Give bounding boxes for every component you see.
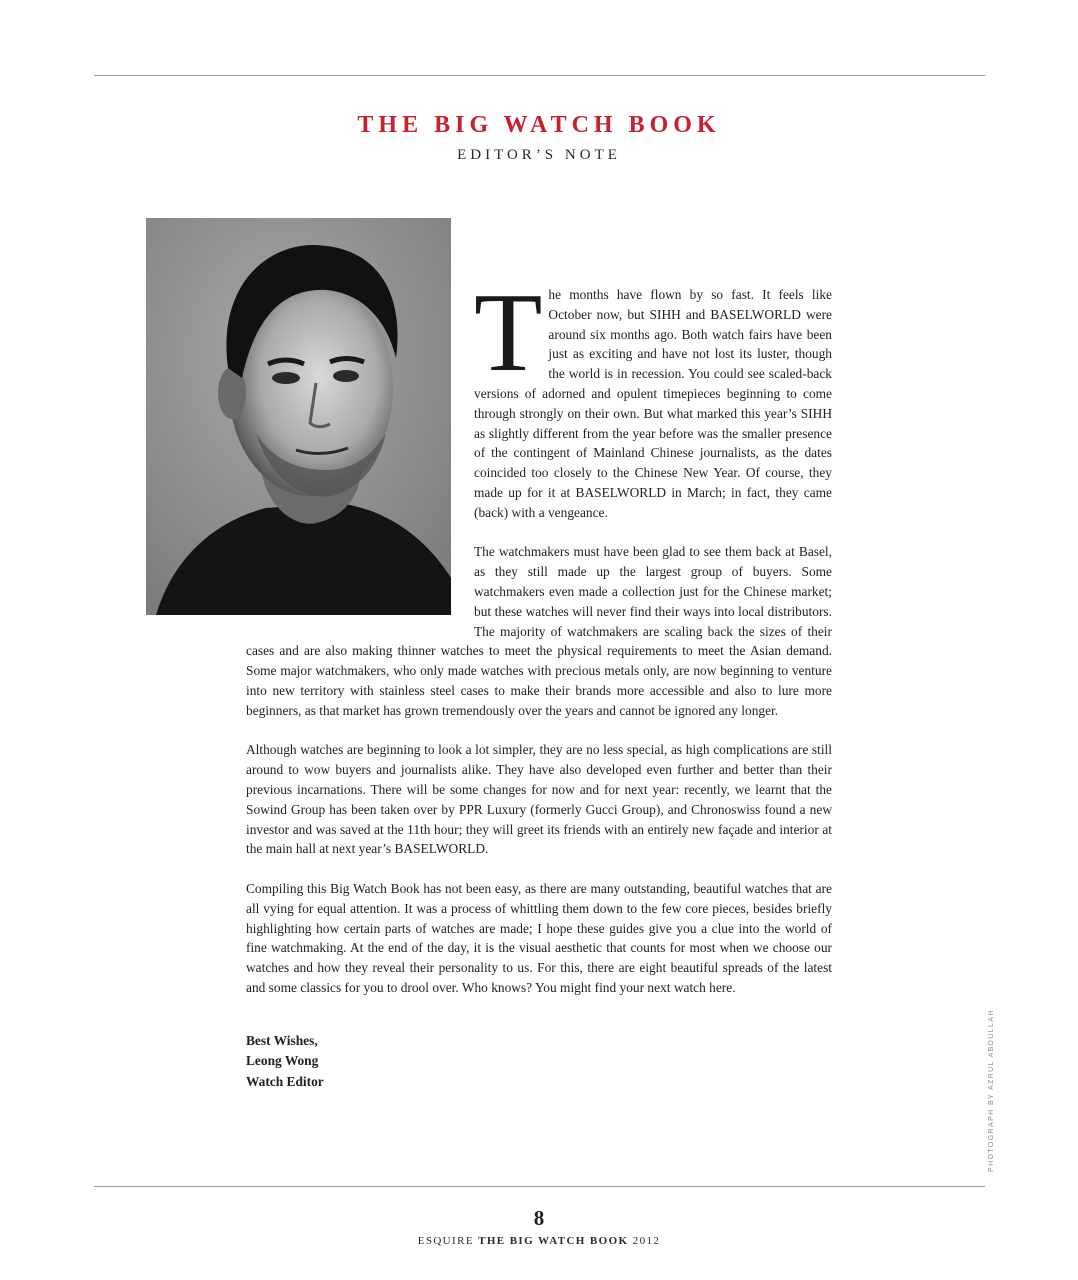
footer-magazine: ESQUIRE [417,1235,474,1247]
signoff-closing: Best Wishes, [246,1032,318,1048]
paragraph-2: The watchmakers must have been glad to see them back at Basel, as they still made up the largest group of buyers. Some watchmakers even made a collection just for the Chinese market; but these watches will never find their ways into local distributors. The majority of watchmakers are scaling back the sizes of their cases and are also making thinner watches to meet the physical requirements to meet the Asian demand. Some major watchmakers, who only made watches with precious metals only, are now beginning to venture into new territory with stainless steel cases to make their brands more accessible and also to lure more beginners, as that market has grown tremendously over the years and cannot be ignored any longer. [246,544,832,718]
signoff-role: Watch Editor [246,1073,324,1089]
footer-folio [0,1235,1078,1247]
photo-credit: PHOTOGRAPH BY AZRUL ABDULLAH [988,1009,995,1172]
bottom-rule [94,1186,985,1187]
editors-note-body [246,271,832,1092]
section-title: EDITOR’S NOTE [457,147,621,163]
footer-book-title: THE BIG WATCH BOOK [478,1235,629,1247]
signoff [246,1031,832,1093]
book-title: THE BIG WATCH BOOK [357,112,721,138]
footer-year: 2012 [632,1235,661,1247]
portrait-wrap-space [246,285,474,627]
paragraph-1-text: he months have flown by so fast. It feels like October now, but SIHH and BASELWORLD were around six months ago. Both watch fairs have been just as exciting and have not lost its luster, though the world is in recession. You could see scaled-back versions of adorned and opulent timepieces beginning to come through strongly on their own. But what marked this year’s SIHH as slightly different from the year before was the smaller presence of the contingent of Mainland Chinese journalists, as the dates coincided too closely to the Chinese New Year. Of course, they made up for it at BASELWORLD in March; in fact, they came (back) with a vengeance. [474,287,832,520]
drop-cap: T [474,271,543,395]
paragraph-4: Compiling this Big Watch Book has not been easy, as there are many outstanding, beautiful watches that are all vying for equal attention. It was a process of whittling them down to the few core pieces, besides briefly highlighting how certain parts of watches are made; I hope these guides give you a clue into the world of fine watchmaking. At the end of the day, it is the visual aesthetic that counts for most when we choose our watches and how they reveal their personality to us. For this, there are eight beautiful spreads of the latest and some classics for you to drool over. Who knows? You might find your next watch here. [246,880,832,995]
top-rule [94,75,985,76]
signoff-name: Leong Wong [246,1053,319,1069]
page-footer [0,1206,1078,1247]
page-number: 8 [533,1206,545,1230]
page-header [0,112,1078,164]
paragraph-3: Although watches are beginning to look a lot simpler, they are no less special, as high complications are still around to wow buyers and journalists alike. They have also developed even further and better than their previous incarnations. There will be some changes for now and for next year: recently, we learnt that the Sowind Group has been taken over by PPR Luxury (formerly Gucci Group), and Chronoswiss found a new investor and was saved at the 11th hour; they will greet its friends with an entirely new façade and interior at the main hall at next year’s BASELWORLD. [246,742,832,857]
